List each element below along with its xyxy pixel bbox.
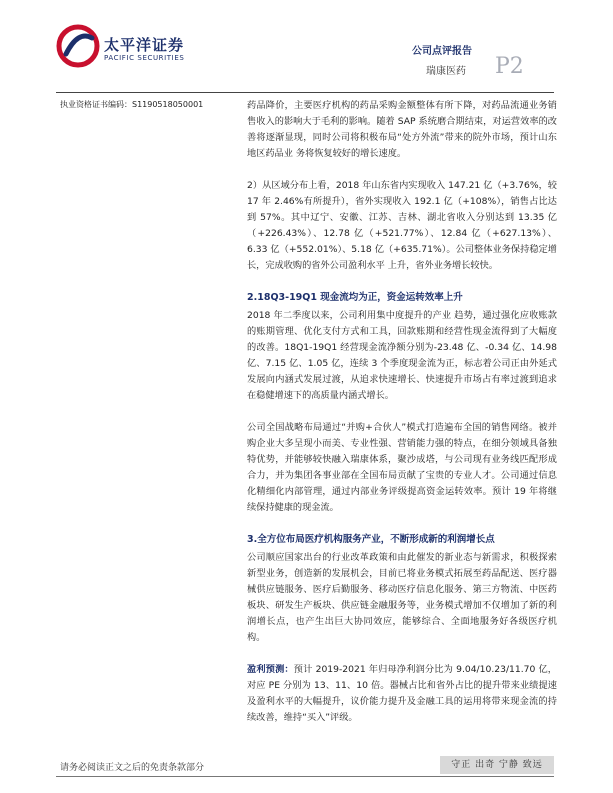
forecast-label: 盈利预测： — [247, 664, 294, 675]
pacific-securities-logo-icon — [56, 24, 100, 68]
section-title: 3.全方位布局医疗机构服务产业，不断形成新的利润增长点 — [247, 534, 495, 545]
header-divider — [56, 92, 554, 93]
company-name: 瑞康医药 — [426, 66, 466, 77]
paragraph: 2）从区域分布上看，2018 年山东省内实现收入 147.21 亿（+3.76%，较 17 年 2.46%有所提升），省外实现收入 192.1 亿（+108%），销售占比达到 57%。其中辽宁、安徽、江苏、吉林、湖北省收入分别达到 13.35 亿（+226.43%）、12.78 亿（+521.77%）、12.84 亿（+627.13%）、6.33 亿（+552.01%）、5.18 亿（+635.71%）。公司整体业务保持稳定增长，完成收购的省外公司盈利水平 上升，省外业务增长较快。 — [247, 180, 557, 271]
analyst-cert: 执业资格证书编码：S1190518050001 — [60, 100, 204, 109]
company-logo — [56, 24, 186, 72]
logo-text-cn: 太平洋证券 — [104, 36, 185, 54]
paragraph: 公司全国战略布局通过“并购+合伙人”模式打造遍布全国的销售网络。被并购企业大多呈现小而美、专业性强、营销能力强的特点，在细分领域具备独特优势，并能够较快融入瑞康体系，聚沙成塔，与公司现有业务线匹配形成合力，并为集团各事业部在全国布局贡献了宝贵的专业人才。公司通过信息化精细化内部管理，通过内部业务评级提高资金运转效率。预计 19 年将继续保持健康的现金流。 — [247, 422, 557, 513]
section-title: 2.18Q3-19Q1 现金流均为正，资金运转效率上升 — [247, 292, 463, 303]
report-type: 公司点评报告 — [412, 46, 472, 57]
forecast-text: 预计 2019-2021 年归母净利润分比为 9.04/10.23/11.70 亿，对应 PE 分别为 13、11、10 倍。器械占比和省外占比的提升带来业绩提速及盈利水平的大幅提升，议价能力提升及金融工具的运用将带来现金流的持续改善，维持“买入”评级。 — [247, 664, 557, 723]
disclaimer-note: 请务必阅读正文之后的免责条款部分 — [60, 763, 205, 773]
page-number: P2 — [495, 54, 524, 79]
footer-divider — [56, 776, 554, 777]
paragraph: 2018 年二季度以来，公司利用集中度提升的产业 趋势，通过强化应收账款的账期管理、优化支付方式和工具，回款账期和经营性现金流得到了大幅度的改善。18Q1-19Q1 经营现金流净额分别为-23.48 亿、-0.34 亿、14.98 亿、7.15 亿、1.05 亿，连续 3 个季度现金流为正，标志着公司正由外延式发展向内涵式发展过渡，从追求快速增长、快速提升市场占有率过渡到追求在稳健增速下的高质量内涵式增长。 — [247, 310, 557, 401]
paragraph: 公司顺应国家出台的行业改革政策和由此催发的新业态与新需求，积极探索新型业务，创造新的发展机会，目前已将业务模式拓展至药品配送、医疗器械供应链服务、医疗后勤服务、移动医疗信息化服务、第三方物流、中医药板块、研发生产板块、供应链金融服务等，业务模式增加不仅增加了新的利润增长点，也产生出巨大协同效应，能够综合、全面地服务好各级医疗机构。 — [247, 552, 557, 643]
main-body — [247, 98, 557, 742]
paragraph: 药品降价，主要医疗机构的药品采购金额整体有所下降，对药品流通业务销售收入的影响大于毛利的影响。随着 SAP 系统磨合期结束，对运营效率的改善将逐渐显现，同时公司将积极布局“处方外流”带来的院外市场，预计山东地区药品业 务将恢复较好的增长速度。 — [247, 100, 557, 159]
logo-text-en: PACIFIC SECURITIES — [104, 54, 185, 62]
company-motto: 守正 出奇 宁静 致远 — [440, 756, 554, 774]
forecast-paragraph — [247, 662, 557, 726]
